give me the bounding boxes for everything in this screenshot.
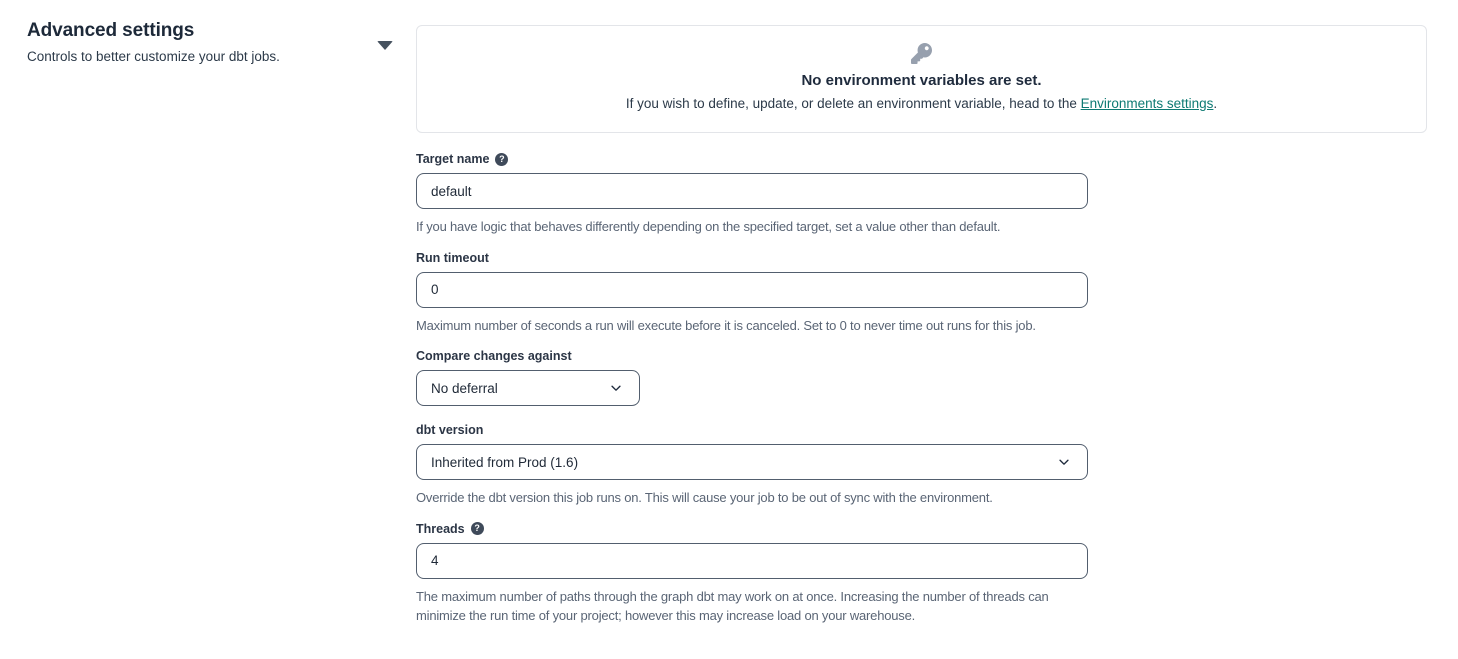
help-icon[interactable]: ?: [495, 153, 508, 166]
field-dbt-version: [416, 423, 1096, 508]
run-timeout-input[interactable]: [416, 272, 1088, 308]
dbt-version-value: Inherited from Prod (1.6): [431, 454, 579, 470]
chevron-down-icon: [609, 381, 623, 395]
threads-input[interactable]: [416, 543, 1088, 579]
advanced-settings-form: [416, 152, 1427, 626]
field-target-name: [416, 152, 1096, 237]
threads-label-row: [416, 522, 1096, 536]
target-name-input[interactable]: [416, 173, 1088, 209]
dbt-version-label: dbt version: [416, 423, 484, 437]
field-run-timeout: [416, 251, 1096, 336]
run-timeout-label: Run timeout: [416, 250, 489, 265]
env-card-title: No environment variables are set.: [801, 72, 1042, 89]
env-card-message-suffix: .: [1213, 96, 1218, 111]
caret-down-icon[interactable]: [377, 41, 393, 50]
target-name-label-row: [416, 152, 1096, 166]
compare-changes-label: Compare changes against: [416, 349, 572, 363]
compare-changes-label-row: [416, 349, 1096, 363]
threads-label: Threads: [416, 521, 465, 536]
key-icon: [911, 43, 932, 64]
settings-content: [416, 25, 1427, 640]
target-name-helper: If you have logic that behaves differently depending on the specified target, set a value other than default.: [416, 219, 1001, 234]
threads-helper: The maximum number of paths through the graph dbt may work on at once. Increasing the number of threads can minimize the run time of your project; however this may increase load on your warehouse.: [416, 588, 1049, 623]
field-threads: [416, 522, 1096, 626]
help-icon[interactable]: ?: [471, 522, 484, 535]
page-subtitle: Controls to better customize your dbt jobs.: [27, 49, 280, 64]
field-compare-changes: [416, 349, 1096, 406]
env-card-message-prefix: If you wish to define, update, or delete an environment variable, head to the: [625, 96, 1081, 111]
page-title: Advanced settings: [27, 20, 195, 41]
env-card-message: [626, 94, 1217, 113]
compare-changes-value: No deferral: [431, 380, 498, 396]
env-variables-card: [416, 25, 1427, 133]
section-header: [27, 18, 357, 66]
environments-settings-link[interactable]: Environments settings: [1080, 96, 1214, 111]
run-timeout-helper: Maximum number of seconds a run will execute before it is canceled. Set to 0 to never time out runs for this job.: [416, 317, 1036, 333]
target-name-label: Target name: [416, 152, 490, 166]
dbt-version-select[interactable]: [416, 444, 1088, 480]
run-timeout-label-row: [416, 251, 1096, 265]
dbt-version-helper: Override the dbt version this job runs on. This will cause your job to be out of sync with the environment.: [416, 490, 993, 505]
chevron-down-icon: [1057, 455, 1071, 469]
dbt-version-label-row: [416, 423, 1096, 437]
compare-changes-select[interactable]: [416, 370, 640, 406]
